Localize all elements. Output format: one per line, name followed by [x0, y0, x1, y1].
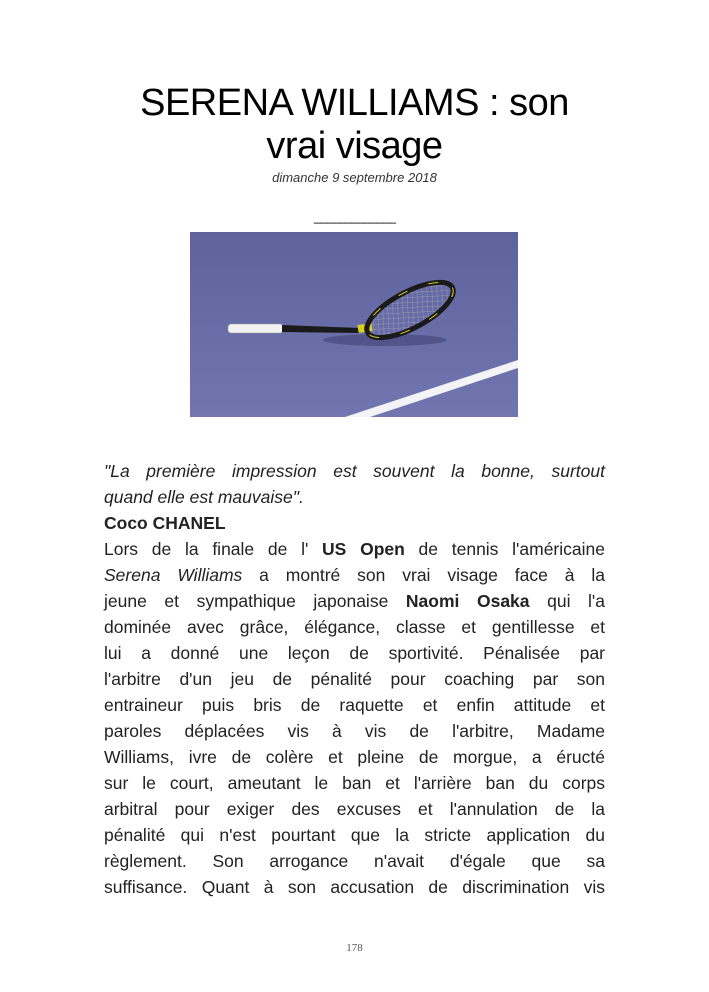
body-line: règlement. Son arrogance n'avait d'égale que sa: [104, 851, 605, 871]
page-number: 178: [346, 942, 363, 954]
body-line: paroles déplacées vis à vis de l'arbitre, Madame: [104, 721, 605, 741]
body-line-1: Lors de la finale de l' US Open de tennis l'américaine: [104, 539, 605, 559]
title-line-1: SERENA WILLIAMS : son: [140, 82, 569, 124]
article-date: dimanche 9 septembre 2018: [272, 170, 437, 185]
article-title: [60, 82, 649, 168]
us-open-text: US Open: [322, 539, 405, 559]
naomi-name: Naomi Osaka: [405, 591, 530, 611]
body-line-3: jeune et sympathique japonaise Naomi Osaka qui l'a: [104, 591, 605, 611]
article-body: [104, 458, 605, 900]
quote-author: Coco CHANEL: [104, 513, 226, 533]
body-line: arbitral pour exiger des excuses et l'annulation de la: [104, 799, 605, 819]
body-line: suffisance. Quant à son accusation de discrimination vis: [104, 877, 605, 897]
quote-line-2: quand elle est mauvaise".: [104, 487, 304, 507]
body-line: Williams, ivre de colère et pleine de morgue, a éructé: [104, 747, 605, 767]
body-line: lui a donné une leçon de sportivité. Pénalisée par: [104, 643, 605, 663]
title-line-2: vrai visage: [266, 125, 443, 167]
title-separator: _____________: [314, 209, 395, 224]
body-line: sur le court, ameutant le ban et l'arrière ban du corps: [104, 773, 605, 793]
body-line: l'arbitre d'un jeu de pénalité pour coaching par son: [104, 669, 605, 689]
serena-name: Serena Williams: [104, 565, 243, 585]
quote-line-1: "La première impression est souvent la bonne, surtout: [104, 461, 605, 481]
tennis-racket-photo: [190, 232, 518, 417]
body-line: entraineur puis bris de raquette et enfin attitude et: [104, 695, 605, 715]
body-line: pénalité qui n'est pourtant que la stricte application du: [104, 825, 605, 845]
body-line: dominée avec grâce, élégance, classe et gentillesse et: [104, 617, 605, 637]
racket-handle: [228, 324, 283, 333]
body-line-2: Serena Williams a montré son vrai visage face à la: [104, 565, 605, 585]
